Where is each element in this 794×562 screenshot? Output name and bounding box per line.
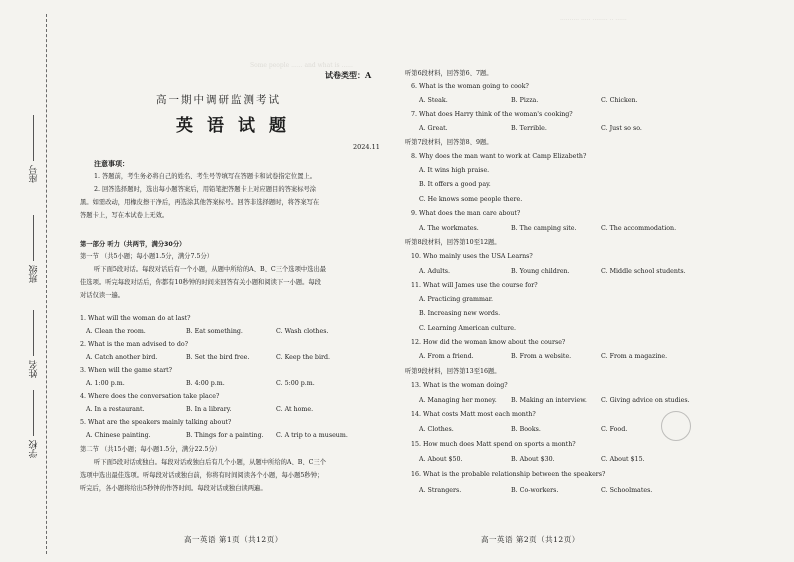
option-b: B. The camping site. — [511, 225, 577, 232]
section1-instr: 对话仅读一遍。 — [80, 292, 125, 299]
option-c: C. A trip to a museum. — [276, 432, 348, 439]
question: 7. What does Harry think of the woman's cooking? — [411, 111, 573, 118]
notice-line: 答题卡上，写在本试卷上无效。 — [80, 212, 169, 219]
section2-instr: 听下面5段对话或独白。每段对话或独白后有几个小题，从题中所给的A、B、C三个 — [94, 459, 327, 466]
option-b: B. Young children. — [511, 268, 570, 275]
option-b: B. Making an interview. — [511, 397, 587, 404]
option-a: A. The workmates. — [419, 225, 479, 232]
option-c: C. Wash clothes. — [276, 328, 329, 335]
page-footer: 高一英语 第2页（共12页） — [481, 535, 580, 544]
school-label: 学校 — [29, 440, 40, 458]
option-c: C. Schoolmates. — [601, 487, 653, 494]
question: 10. Who mainly uses the USA Learns? — [411, 253, 533, 260]
class-field — [22, 215, 46, 283]
option-b: B. It offers a good pay. — [419, 181, 491, 188]
option-c: C. He knows some people there. — [419, 196, 523, 203]
option-a: A. Clean the room. — [86, 328, 146, 335]
option-a: A. Chinese painting. — [86, 432, 151, 439]
question: 9. What does the man care about? — [411, 210, 521, 217]
notice-line: 1. 答题前，考生务必将自己的姓名、考生号等填写在答题卡和试卷指定位置上。 — [94, 173, 317, 180]
exam-type: 试卷类型：A — [325, 70, 372, 80]
group-instruction: 听第6段材料，回答第6、7题。 — [405, 70, 493, 77]
option-a: A. Strangers. — [419, 487, 462, 494]
question: 2. What is the man advised to do? — [80, 341, 189, 348]
option-a: A. In a restaurant. — [86, 406, 145, 413]
option-b: B. Co-workers. — [511, 487, 559, 494]
question: 1. What will the woman do at last? — [80, 315, 191, 322]
subject-title: 英语试题 — [176, 116, 300, 136]
option-c: C. At home. — [276, 406, 314, 413]
option-c: C. Giving advice on studies. — [601, 397, 690, 404]
option-a: A. Adults. — [419, 268, 450, 275]
question: 15. How much does Matt spend on sports a month? — [411, 441, 576, 448]
pencil-mark-icon — [661, 411, 691, 441]
question: 6. What is the woman going to cook? — [411, 83, 529, 90]
option-b: B. Pizza. — [511, 97, 539, 104]
question: 8. Why does the man want to work at Camp Elizabeth? — [411, 153, 587, 160]
option-a: A. Managing her money. — [419, 397, 497, 404]
question: 11. What will James use the course for? — [411, 282, 538, 289]
option-b: B. About $30. — [511, 456, 555, 463]
option-c: C. The accommodation. — [601, 225, 677, 232]
option-b: B. From a website. — [511, 353, 572, 360]
bleed-text: Some people ...... and what is ...... — [250, 62, 353, 69]
section1-title: 第一节 （共5小题；每小题1.5分，满分7.5分） — [80, 253, 214, 260]
option-c: C. Food. — [601, 426, 628, 433]
notice-title: 注意事项： — [94, 160, 129, 168]
cut-line — [46, 14, 47, 554]
option-a: A. 1:00 p.m. — [86, 380, 125, 387]
section2-instr: 听完后，各小题将给出5秒钟的作答时间。每段对话或独白读两遍。 — [80, 485, 267, 492]
option-b: B. Books. — [511, 426, 541, 433]
option-b: B. In a library. — [186, 406, 232, 413]
notice-line: 黑。如需改动，用橡皮擦干净后，再选涂其他答案标号。回答非选择题时，将答案写在 — [80, 199, 320, 206]
option-a: A. Steak. — [419, 97, 448, 104]
part1-title: 第一部分 听力（共两节，满分30分） — [80, 241, 186, 248]
option-c: C. Learning American culture. — [419, 325, 516, 332]
option-b: B. 4:00 p.m. — [186, 380, 225, 387]
option-c: C. 5:00 p.m. — [276, 380, 315, 387]
option-a: A. About $50. — [419, 456, 463, 463]
section2-instr: 选项中选出最佳选项。听每段对话或独白前，你将有时间阅读各个小题，每小题5秒钟； — [80, 472, 324, 479]
page-2 — [405, 0, 785, 562]
school-field — [22, 390, 46, 458]
exam-name: 高一期中调研监测考试 — [156, 94, 281, 106]
group-instruction: 听第8段材料，回答第10至12题。 — [405, 239, 501, 246]
section2-title: 第二节 （共15小题；每小题1.5分，满分22.5分） — [80, 446, 222, 453]
question: 13. What is the woman doing? — [411, 382, 508, 389]
option-a: A. From a friend. — [419, 353, 474, 360]
question: 4. Where does the conversation take place? — [80, 393, 220, 400]
option-a: A. Practicing grammar. — [419, 296, 494, 303]
page-footer: 高一英语 第1页（共12页） — [184, 535, 283, 544]
option-a: A. Clothes. — [419, 426, 454, 433]
option-c: C. Keep the bird. — [276, 354, 331, 361]
question: 14. What costs Matt most each month? — [411, 411, 536, 418]
question: 5. What are the speakers mainly talking about? — [80, 419, 232, 426]
option-c: C. About $15. — [601, 456, 645, 463]
group-instruction: 听第7段材料，回答第8、9题。 — [405, 139, 493, 146]
section1-instr: 听下面5段对话。每段对话后有一个小题，从题中所给的A、B、C三个选项中选出最 — [94, 266, 327, 273]
option-a: A. It wins high praise. — [419, 167, 490, 174]
seat-field — [22, 115, 46, 183]
option-b: B. Increasing new words. — [419, 310, 501, 317]
notice-line: 2. 回答选择题时，选出每小题答案后，用铅笔把答题卡上对应题目的答案标号涂 — [94, 186, 317, 193]
option-c: C. Just so so. — [601, 125, 642, 132]
option-a: A. Catch another bird. — [86, 354, 158, 361]
option-a: A. Great. — [419, 125, 448, 132]
option-b: B. Terrible. — [511, 125, 547, 132]
question: 3. When will the game start? — [80, 367, 172, 374]
bleed-text: .......... ..... ........ .. ...... — [560, 15, 627, 22]
group-instruction: 听第9段材料，回答第13至16题。 — [405, 368, 501, 375]
class-label: 班级 — [29, 265, 40, 283]
question: 16. What is the probable relationship between the speakers? — [411, 471, 606, 478]
section1-instr: 佳选项。听完每段对话后，你都有10秒钟的时间来回答有关小题和阅读下一小题。每段 — [80, 279, 321, 286]
name-field — [22, 310, 46, 378]
seat-label: 座号 — [29, 165, 40, 183]
option-b: B. Set the bird free. — [186, 354, 250, 361]
binding-strip — [0, 0, 60, 562]
question: 12. How did the woman know about the course? — [411, 339, 566, 346]
option-b: B. Things for a painting. — [186, 432, 264, 439]
name-label: 姓名 — [29, 360, 40, 378]
page-1 — [78, 0, 398, 562]
option-c: C. Chicken. — [601, 97, 638, 104]
option-c: C. From a magazine. — [601, 353, 668, 360]
option-b: B. Eat something. — [186, 328, 243, 335]
exam-date: 2024.11 — [353, 143, 380, 151]
option-c: C. Middle school students. — [601, 268, 686, 275]
